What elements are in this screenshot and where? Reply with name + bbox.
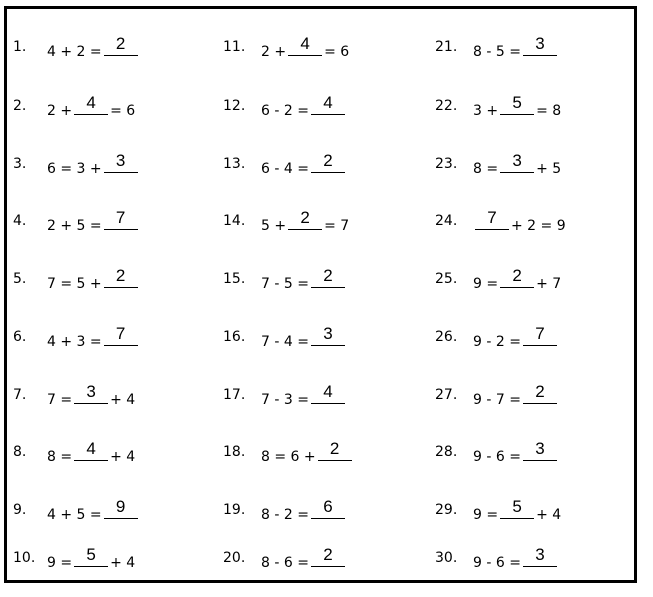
equation [473, 208, 566, 234]
worksheet [4, 6, 637, 583]
problem-number: 10. [13, 550, 36, 566]
handwritten-answer: 5 [512, 93, 522, 112]
problem-number: 5. [13, 271, 27, 287]
problem-21 [7, 29, 627, 59]
equation-left: 2 + [261, 44, 287, 60]
handwritten-answer: 9 [115, 497, 126, 516]
equation-left: 8 = 6 + [261, 449, 316, 465]
equation-right: + 4 [110, 555, 136, 571]
answer-blank[interactable] [500, 266, 534, 288]
answer-blank[interactable] [500, 497, 534, 519]
handwritten-answer: 2 [323, 151, 333, 170]
equation-left: 8 - 2 = [261, 507, 309, 523]
problem-number: 27. [435, 387, 458, 403]
problem-25 [7, 261, 627, 291]
equation-right: = 7 [324, 218, 350, 234]
handwritten-answer: 5 [86, 545, 96, 564]
equation-left: 9 = [473, 276, 499, 292]
problem-number: 16. [223, 329, 246, 345]
equation-right: + 4 [110, 392, 136, 408]
equation-right: + 4 [536, 507, 562, 523]
problem-29 [7, 492, 627, 522]
problem-number: 11. [223, 39, 246, 55]
equation-left: 6 = 3 + [47, 161, 102, 177]
equation-left: 4 + 2 = [47, 44, 102, 60]
equation [473, 497, 562, 523]
equation-right: = 6 [110, 103, 136, 119]
handwritten-answer: 3 [535, 34, 545, 53]
handwritten-answer: 2 [329, 439, 340, 458]
equation-left: 9 = [47, 555, 73, 571]
handwritten-answer: 3 [512, 151, 522, 170]
handwritten-answer: 3 [86, 382, 96, 401]
equation-left: 9 = [473, 507, 499, 523]
handwritten-answer: 7 [487, 208, 497, 227]
problem-number: 3. [13, 156, 27, 172]
equation-right: + 2 = 9 [511, 218, 566, 234]
handwritten-answer: 2 [323, 266, 333, 285]
equation-left: 6 - 4 = [261, 161, 309, 177]
handwritten-answer: 7 [115, 324, 126, 343]
equation-left: 9 - 6 = [473, 449, 521, 465]
problem-number: 26. [435, 329, 458, 345]
handwritten-answer: 2 [535, 382, 545, 401]
problem-22 [7, 88, 627, 118]
equation-left: 5 + [261, 218, 287, 234]
handwritten-answer: 4 [323, 93, 333, 112]
equation-left: 8 = [473, 161, 499, 177]
equation-right: + 7 [536, 276, 562, 292]
problem-number: 7. [13, 387, 27, 403]
handwritten-answer: 3 [115, 151, 126, 170]
problem-number: 6. [13, 329, 27, 345]
problem-number: 9. [13, 502, 27, 518]
problem-number: 23. [435, 156, 458, 172]
equation-left: 6 - 2 = [261, 103, 309, 119]
equation-left: 7 - 4 = [261, 334, 309, 350]
problem-number: 15. [223, 271, 246, 287]
problem-number: 19. [223, 502, 246, 518]
equation-right: + 5 [536, 161, 562, 177]
equation [473, 34, 559, 60]
problem-number: 25. [435, 271, 458, 287]
problem-number: 13. [223, 156, 246, 172]
equation [473, 324, 559, 350]
problem-28 [7, 434, 627, 464]
equation-left: 9 - 2 = [473, 334, 521, 350]
problem-number: 8. [13, 444, 27, 460]
problem-30 [7, 540, 627, 570]
equation-left: 9 - 7 = [473, 392, 521, 408]
equation-left: 7 - 3 = [261, 392, 309, 408]
answer-blank[interactable] [523, 382, 557, 404]
handwritten-answer: 7 [535, 324, 545, 343]
handwritten-answer: 2 [512, 266, 522, 285]
handwritten-answer: 4 [300, 34, 310, 53]
equation-left: 4 + 3 = [47, 334, 102, 350]
equation-right: = 8 [536, 103, 562, 119]
handwritten-answer: 5 [512, 497, 522, 516]
handwritten-answer: 2 [115, 266, 126, 285]
equation-left: 4 + 5 = [47, 507, 102, 523]
handwritten-answer: 6 [323, 497, 333, 516]
answer-blank[interactable] [523, 34, 557, 56]
problem-number: 12. [223, 98, 246, 114]
equation-right: = 6 [324, 44, 350, 60]
problem-number: 18. [223, 444, 246, 460]
equation-left: 7 = 5 + [47, 276, 102, 292]
problem-number: 17. [223, 387, 246, 403]
problem-26 [7, 319, 627, 349]
answer-blank[interactable] [500, 151, 534, 173]
problem-number: 22. [435, 98, 458, 114]
problem-number: 4. [13, 213, 27, 229]
problem-number: 28. [435, 444, 458, 460]
problem-24 [7, 203, 627, 233]
problem-number: 30. [435, 550, 458, 566]
handwritten-answer: 4 [323, 382, 333, 401]
equation-left: 8 - 6 = [261, 555, 309, 571]
equation [473, 439, 559, 465]
answer-blank[interactable] [475, 208, 509, 230]
equation [473, 151, 562, 177]
equation-left: 7 - 5 = [261, 276, 309, 292]
problem-27 [7, 377, 627, 407]
problem-number: 2. [13, 98, 27, 114]
answer-blank[interactable] [523, 324, 557, 346]
problem-number: 14. [223, 213, 246, 229]
handwritten-answer: 4 [86, 439, 96, 458]
handwritten-answer: 2 [300, 208, 310, 227]
handwritten-answer: 2 [115, 34, 126, 53]
problem-number: 21. [435, 39, 458, 55]
problem-23 [7, 146, 627, 176]
equation-left: 8 = [47, 449, 73, 465]
equation-right: + 4 [110, 449, 136, 465]
equation [473, 545, 559, 571]
problem-number: 29. [435, 502, 458, 518]
equation [473, 382, 559, 408]
equation-left: 9 - 6 = [473, 555, 521, 571]
answer-blank[interactable] [500, 93, 534, 115]
handwritten-answer: 7 [115, 208, 126, 227]
answer-blank[interactable] [523, 439, 557, 461]
problem-number: 20. [223, 550, 246, 566]
handwritten-answer: 2 [323, 545, 333, 564]
equation-left: 2 + 5 = [47, 218, 102, 234]
equation-left: 2 + [47, 103, 73, 119]
equation-left: 7 = [47, 392, 73, 408]
handwritten-answer: 3 [323, 324, 333, 343]
equation-left: 8 - 5 = [473, 44, 521, 60]
problem-number: 1. [13, 39, 27, 55]
equation-left: 3 + [473, 103, 499, 119]
equation [473, 93, 562, 119]
handwritten-answer: 3 [535, 439, 545, 458]
equation [473, 266, 562, 292]
handwritten-answer: 4 [86, 93, 96, 112]
problem-number: 24. [435, 213, 458, 229]
handwritten-answer: 3 [535, 545, 545, 564]
answer-blank[interactable] [523, 545, 557, 567]
